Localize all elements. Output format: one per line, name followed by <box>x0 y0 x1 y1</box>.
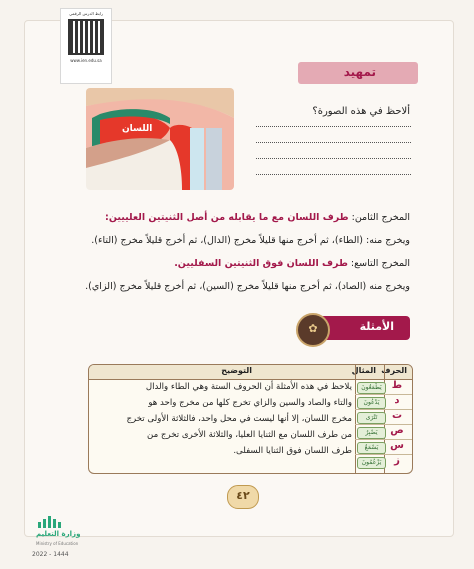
qr-code-icon <box>68 19 104 55</box>
body-line-3-highlight: طرف اللسان فوق الثنيتين السفليين. <box>174 258 348 269</box>
explanation-line-1: يلاحظ في هذه الأمثلة أن الحروف الستة وهي الطاء والدال <box>145 382 352 392</box>
table-row-letter: ط <box>391 380 403 391</box>
header-explanation: التوضيح <box>221 366 252 375</box>
examples-title: الأمثلة <box>359 320 394 333</box>
examples-title-bar <box>318 316 410 340</box>
table-row-letter: ت <box>391 410 403 421</box>
answer-line-1[interactable] <box>256 126 411 127</box>
qr-caption: رابط الدرس الرقمي <box>69 11 103 16</box>
table-row-example: يَسْمَعُ <box>357 442 386 454</box>
ministry-logo <box>28 516 84 566</box>
mouth-diagram-image <box>86 88 234 190</box>
page-number-badge <box>227 485 259 509</box>
ministry-name: وزارة التعليم <box>36 530 81 538</box>
answer-line-4[interactable] <box>256 174 411 175</box>
body-line-4 <box>85 281 410 292</box>
header-example: المثال <box>351 366 376 375</box>
explanation-line-4: من طرف اللسان مع الثنايا العليا، والثلاثة الأخرى تخرج من <box>147 430 352 440</box>
ministry-name-en: Ministry of Education <box>36 541 79 546</box>
answer-line-3[interactable] <box>256 158 411 159</box>
table-row-letter: ص <box>390 425 404 436</box>
body-line-1 <box>105 212 410 223</box>
body-line-2 <box>91 235 410 246</box>
intro-question: ألاحظ في هذه الصورة؟ <box>312 106 410 117</box>
examples-badge <box>296 313 330 347</box>
explanation-line-3: مخرج اللسان، إلا أنها ليست في محل واحد، فالثلاثة الأولى تخرج <box>126 414 352 424</box>
header-letter: الحرف <box>381 366 407 375</box>
page-number: ٤٢ <box>236 489 250 502</box>
body-line-1-text: المخرج الثامن: <box>348 212 410 223</box>
qr-url: www.ien.edu.sa <box>70 58 102 63</box>
body-line-1-highlight: طرف اللسان مع ما يقابله من أصل الثنيتين العلييين: <box>105 212 349 223</box>
body-line-4-text: ويخرج منه (الصاد)، ثم أخرج منها قليلاً مخرج (السين)، ثم أخرج قليلاً مخرج (الزاي). <box>85 281 410 292</box>
explanation-line-2: والتاء والصاد والسين والزاي تخرج كلها من مخرج واحد هو <box>148 398 352 408</box>
table-row-letter: س <box>390 440 404 451</box>
qr-code-card[interactable] <box>60 8 112 84</box>
edition-year: 2022 - 1444 <box>32 551 69 558</box>
table-row-example: تَتْرَى <box>357 412 386 424</box>
section-title: تمهيد <box>343 65 376 79</box>
table-header-row <box>89 365 412 380</box>
examples-table <box>88 364 413 474</box>
body-line-3 <box>174 258 410 269</box>
table-row-letter: ز <box>394 455 400 466</box>
table-row-example: يَزْعُمُونَ <box>357 457 386 469</box>
explanation-line-5: طرف اللسان فوق الثنايا السفلى. <box>233 446 352 456</box>
col-divider-2 <box>355 365 356 473</box>
table-row-example: يَطْمَعُونَ <box>357 382 386 394</box>
flower-icon: ✿ <box>308 322 318 335</box>
table-row-example: يَدْعُونَ <box>357 397 386 409</box>
answer-line-2[interactable] <box>256 142 411 143</box>
table-row-example: يَصْبِرُ <box>357 427 386 439</box>
body-line-3-text: المخرج التاسع: <box>347 258 410 269</box>
mouth-diagram <box>86 88 234 190</box>
body-line-2-text: ويخرج منه: (الطاء)، ثم أخرج منها قليلاً مخرج (الدال)، ثم أخرج قليلاً مخرج (التاء). <box>91 235 410 246</box>
section-title-bar <box>298 62 418 84</box>
tongue-label: اللسان <box>122 124 153 134</box>
table-row-letter: د <box>394 395 400 406</box>
